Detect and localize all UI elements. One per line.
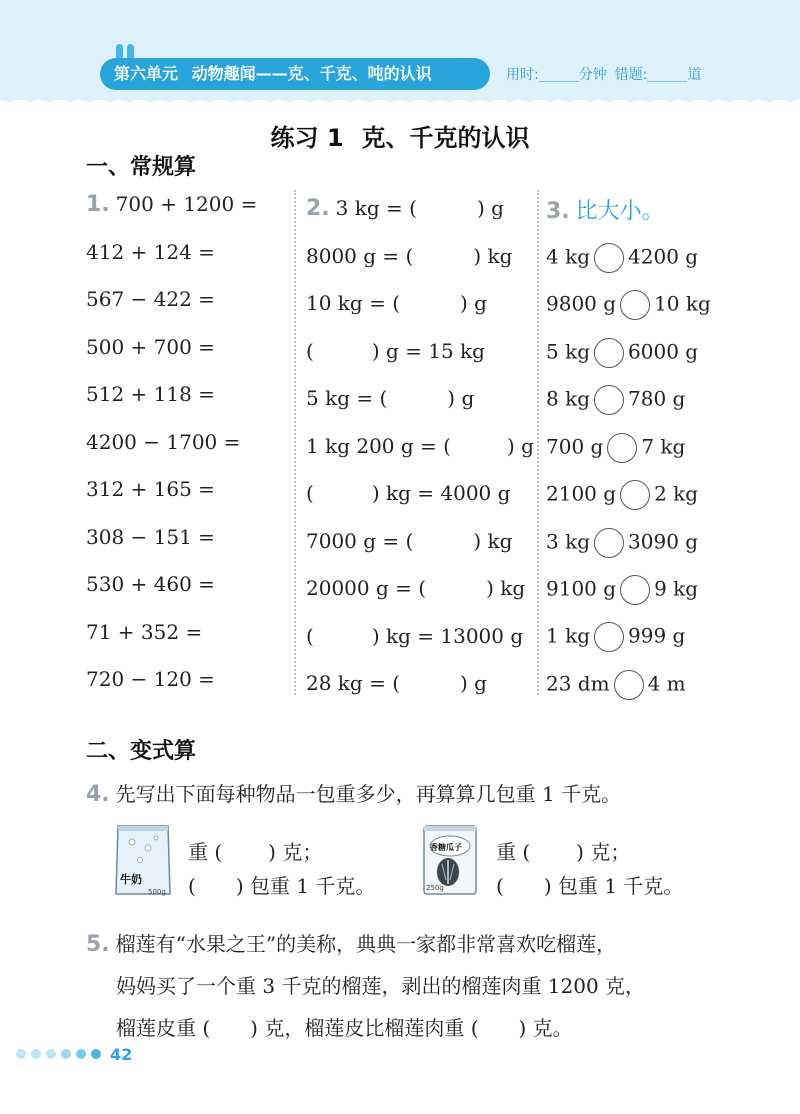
q3-row — [546, 290, 711, 320]
errors-blank[interactable] — [647, 67, 687, 82]
q2-right: ) kg — [473, 529, 513, 553]
q3-left: 23 dm — [546, 671, 610, 696]
q3-left: 3 kg — [546, 529, 591, 554]
q2-left: 1 kg 200 g = ( — [306, 434, 451, 458]
q4-item2-line1: 重 ( ) 克； — [496, 840, 631, 864]
q3-right: 3090 g — [628, 529, 699, 554]
footer-dot — [61, 1049, 71, 1059]
q5-number: 5. — [86, 932, 110, 957]
q3-right: 999 g — [628, 623, 686, 648]
q2-right: ) kg — [486, 576, 526, 600]
q5-text: 榴莲有“水果之王”的美称，典典一家都非常喜欢吃榴莲， — [115, 932, 617, 956]
q2-left: 10 kg = ( — [306, 291, 401, 315]
lesson-number: 练习 1 — [270, 124, 344, 152]
q5-line1 — [86, 928, 616, 957]
q3-right: 6000 g — [628, 339, 699, 364]
q2-right: ) g — [476, 196, 504, 220]
q3-row — [546, 480, 698, 510]
q3-left: 4 kg — [546, 244, 591, 269]
q3-row — [546, 622, 685, 652]
q3-heading — [546, 194, 664, 225]
q3-left: 8 kg — [546, 386, 591, 411]
seeds-pkg-weight: 250g — [426, 884, 444, 892]
q2-row — [306, 291, 487, 315]
time-blank[interactable] — [539, 67, 579, 82]
q1-row: 308 − 151 = — [86, 525, 215, 549]
q2-right: ) g — [506, 434, 534, 458]
q5-line2: 妈妈买了一个重 3 千克的榴莲，剥出的榴莲肉重 1200 克， — [116, 974, 646, 998]
q3-row — [546, 385, 685, 415]
q3-right: 4200 g — [628, 244, 699, 269]
q2-row — [306, 481, 510, 505]
q4-text: 先写出下面每种物品一包重多少，再算算几包重 1 千克。 — [115, 782, 622, 806]
q2-right: ) kg = 4000 g — [371, 481, 511, 505]
q3-left: 700 g — [546, 434, 604, 459]
q3-row — [546, 670, 686, 700]
q2-row — [306, 196, 504, 221]
q1-row: 500 + 700 = — [86, 335, 215, 359]
q1-row: 312 + 165 = — [86, 477, 215, 501]
q2-left: 7000 g = ( — [306, 529, 414, 553]
q2-right: ) g — [447, 386, 475, 410]
q2-row — [306, 576, 525, 600]
q2-left: 28 kg = ( — [306, 671, 401, 695]
q2-right: ) kg = 13000 g — [371, 624, 524, 648]
q4-item1-line2: ( ) 包重 1 千克。 — [188, 874, 376, 898]
column-divider — [294, 190, 296, 695]
q3-left: 9800 g — [546, 291, 617, 316]
q2-row — [306, 529, 512, 553]
q3-row — [546, 243, 698, 273]
q2-right: ) g — [460, 291, 487, 315]
q1-row: 412 + 124 = — [86, 240, 215, 264]
page-number: 42 — [110, 1045, 133, 1064]
time-label: 用时: — [506, 67, 539, 83]
footer-dot — [46, 1049, 56, 1059]
errors-label: 错题: — [614, 67, 648, 83]
q3-row — [546, 575, 698, 605]
q2-left: 3 kg = ( — [335, 196, 417, 220]
q4-item1-line1: 重 ( ) 克； — [188, 840, 323, 864]
compare-circle[interactable] — [620, 290, 650, 320]
q3-right: 9 kg — [654, 576, 699, 601]
q2-right: ) kg — [473, 244, 513, 268]
q3-right: 4 m — [647, 671, 686, 696]
footer-dot — [31, 1049, 41, 1059]
q2-row — [306, 624, 523, 648]
compare-circle[interactable] — [607, 433, 637, 463]
compare-circle[interactable] — [594, 622, 624, 652]
q1-row: 567 − 422 = — [86, 287, 215, 311]
q2-left: 8000 g = ( — [306, 244, 414, 268]
q2-left: 20000 g = ( — [306, 576, 427, 600]
q2-left: ( — [306, 624, 314, 648]
section-1-heading: 一、常规算 — [86, 155, 197, 180]
q2-right: ) g — [460, 671, 487, 695]
q3-title: 比大小。 — [575, 199, 664, 224]
q2-row — [306, 671, 487, 695]
q1-row — [86, 192, 257, 217]
q3-right: 2 kg — [654, 481, 699, 506]
footer-dot — [16, 1049, 26, 1059]
compare-circle[interactable] — [620, 480, 650, 510]
q2-row — [306, 386, 474, 410]
q3-row — [546, 433, 685, 463]
q1-row: 4200 − 1700 = — [86, 430, 241, 454]
lesson-topic: 克、千克的认识 — [361, 124, 530, 152]
q3-left: 2100 g — [546, 481, 617, 506]
q4-number: 4. — [86, 782, 110, 807]
q1-row: 530 + 460 = — [86, 572, 215, 596]
q1-row: 71 + 352 = — [86, 620, 203, 644]
page-footer — [16, 1044, 132, 1064]
dao-label: 道 — [687, 67, 702, 83]
footer-dot — [76, 1049, 86, 1059]
q2-left: 5 kg = ( — [306, 386, 388, 410]
q2-left: ( — [306, 339, 314, 363]
time-error-record — [506, 64, 701, 84]
q3-right: 780 g — [628, 386, 686, 411]
q3-right: 10 kg — [654, 291, 711, 316]
minute-label: 分钟 — [578, 67, 607, 83]
q1-number: 1. — [86, 192, 110, 217]
column-divider — [537, 190, 539, 695]
milk-pkg-label: 牛奶 — [120, 873, 142, 886]
unit-tab — [100, 58, 490, 90]
q2-left: ( — [306, 481, 314, 505]
q1-expression: 700 + 1200 = — [115, 192, 258, 216]
compare-circle[interactable] — [594, 338, 624, 368]
q4-prompt — [86, 778, 621, 807]
q2-right: ) g = 15 kg — [371, 339, 485, 363]
q5-line3: 榴莲皮重 ( ) 克，榴莲皮比榴莲肉重 ( ) 克。 — [116, 1016, 573, 1040]
unit-title: 动物趣闻——克、千克、吨的认识 — [191, 64, 432, 83]
q2-number: 2. — [306, 196, 330, 221]
q1-row: 512 + 118 = — [86, 382, 215, 406]
compare-circle[interactable] — [620, 575, 650, 605]
q2-row — [306, 434, 534, 458]
q3-right: 7 kg — [641, 434, 686, 459]
q4-item2-line2: ( ) 包重 1 千克。 — [496, 874, 684, 898]
footer-dot — [91, 1049, 101, 1059]
compare-circle[interactable] — [594, 528, 624, 558]
q2-row — [306, 244, 512, 268]
compare-circle[interactable] — [614, 670, 644, 700]
milk-pkg-weight: 500g — [148, 888, 166, 896]
compare-circle[interactable] — [594, 243, 624, 273]
q3-left: 5 kg — [546, 339, 591, 364]
q3-number: 3. — [546, 199, 570, 224]
unit-label: 第六单元 — [114, 64, 179, 83]
q3-left: 9100 g — [546, 576, 617, 601]
seeds-pkg-label: 香糖瓜子 — [430, 843, 462, 852]
page-title — [0, 118, 800, 153]
compare-circle[interactable] — [594, 385, 624, 415]
section-2-heading: 二、变式算 — [86, 739, 197, 764]
q1-row: 720 − 120 = — [86, 667, 215, 691]
q3-row — [546, 528, 698, 558]
q3-left: 1 kg — [546, 623, 591, 648]
q3-row — [546, 338, 698, 368]
q2-row — [306, 339, 485, 363]
